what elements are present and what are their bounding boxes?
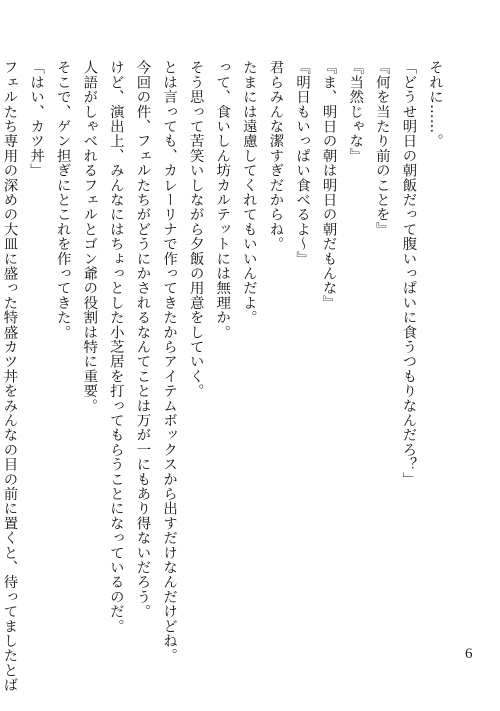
text-line: そこで、ゲン担ぎにとこれを作ってきた。: [54, 60, 71, 340]
text-line: フェルたち専用の深めの大皿に盛った特盛カツ丼をみんなの目の前に置くと、待ってましたとば: [1, 60, 18, 693]
body-text: [0, 60, 448, 693]
text-line: たまには遠慮してくれてもいいんだよ。: [240, 60, 257, 325]
text-line: 君らみんな潔すぎだからね。: [267, 60, 284, 252]
text-line: 今回の件、フェルたちがどうにかされるなんてことは万が一にもあり得ないだろう。: [134, 60, 151, 619]
text-line: 『何を当たり前のことを』: [373, 60, 390, 237]
text-line: 「はい、カツ丼」: [28, 60, 45, 178]
text-line: けど、演出上、みんなにはちょっとした小芝居を打ってもらうことになっているのだ。: [107, 60, 124, 634]
text-line: そう思って苦笑いしながら夕飯の用意をしていく。: [187, 60, 204, 399]
text-line: とは言っても、カレーリナで作ってきたからアイテムボックスから出すだけなんだけどね。: [161, 60, 178, 663]
text-line: それに……。: [427, 60, 443, 149]
text-line: 『明日もいっぱい食べるよ～』: [294, 60, 311, 266]
text-line: 「どうせ明日の朝飯だって腹いっぱいに食うつもりなんだろ？」: [400, 60, 417, 487]
text-line: 人語がしゃべれるフェルとゴン爺の役割は特に重要。: [81, 60, 98, 413]
text-line: って、食いしん坊カルテットには無理か。: [214, 60, 231, 340]
page-number: 6: [465, 646, 473, 662]
text-line: 『ま、明日の朝は明日の朝だもんな』: [320, 60, 337, 310]
text-line: 『当然じゃな』: [347, 60, 364, 163]
